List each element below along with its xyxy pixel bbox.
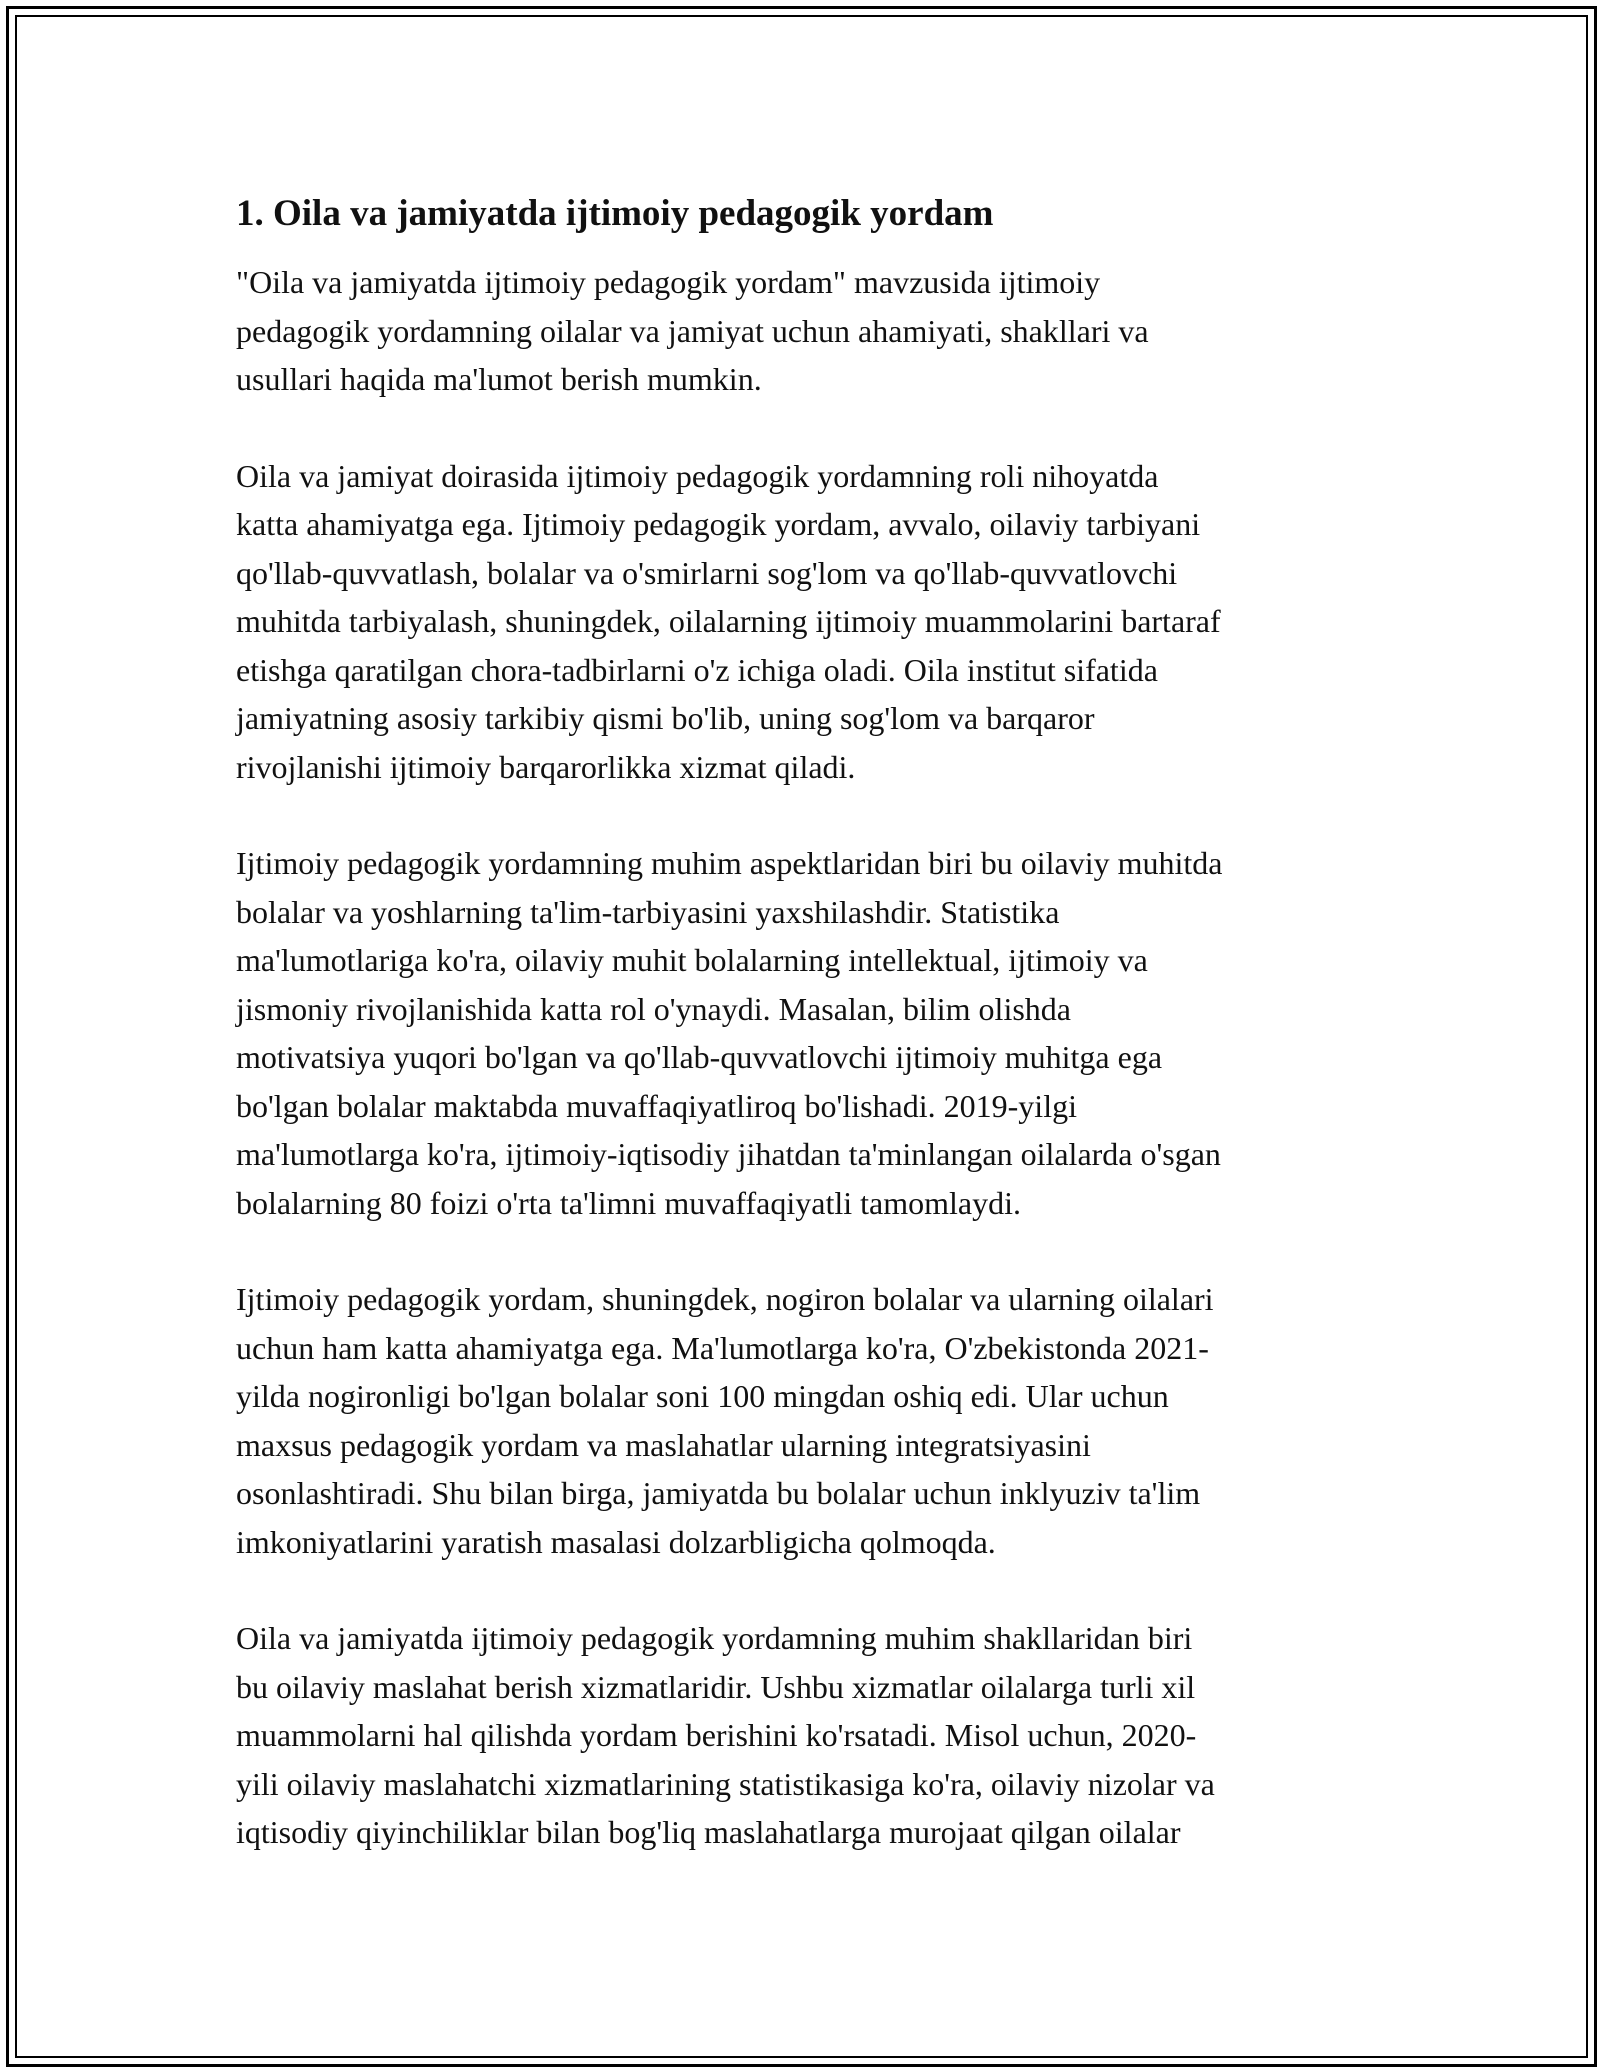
text-line: iqtisodiy qiyinchiliklar bilan bog'liq maslahatlarga murojaat qilgan oilalar — [236, 1814, 1181, 1850]
text-line: uchun ham katta ahamiyatga ega. Ma'lumotlarga ko'ra, O'zbekistonda 2021- — [236, 1329, 1209, 1366]
text-line: Oila va jamiyat doirasida ijtimoiy pedagogik yordamning roli nihoyatda — [236, 457, 1159, 494]
paragraph-5 — [236, 1614, 1386, 1857]
paragraph-1 — [236, 258, 1386, 404]
text-line: usullari haqida ma'lumot berish mumkin. — [236, 361, 762, 397]
text-line: etishga qaratilgan chora-tadbirlarni o'z ichiga oladi. Oila institut sifatida — [236, 651, 1158, 688]
text-line: Ijtimoiy pedagogik yordam, shuningdek, nogiron bolalar va ularning oilalari — [236, 1281, 1214, 1317]
text-line: muhitda tarbiyalash, shuningdek, oilalarning ijtimoiy muammolarini bartaraf — [236, 603, 1221, 639]
text-line: katta ahamiyatga ega. Ijtimoiy pedagogik yordam, avvalo, oilaviy tarbiyani — [236, 506, 1201, 542]
text-line: motivatsiya yuqori bo'lgan va qo'llab-quvvatlovchi ijtimoiy muhitga ega — [236, 1039, 1163, 1075]
text-line: bo'lgan bolalar maktabda muvaffaqiyatliroq bo'lishadi. 2019-yilgi — [236, 1087, 1077, 1124]
text-line: bu oilaviy maslahat berish xizmatlaridir. Ushbu xizmatlar oilalarga turli xil — [236, 1668, 1196, 1705]
paragraph-3 — [236, 839, 1386, 1227]
text-line: qo'llab-quvvatlash, bolalar va o'smirlarni sog'lom va qo'llab-quvvatlovchi — [236, 554, 1178, 591]
text-line: osonlashtiradi. Shu bilan birga, jamiyatda bu bolalar uchun inklyuziv ta'lim — [236, 1475, 1201, 1511]
text-line: yilda nogironligi bo'lgan bolalar soni 100 mingdan oshiq edi. Ular uchun — [236, 1378, 1169, 1414]
text-line: muammolarni hal qilishda yordam berishini ko'rsatadi. Misol uchun, 2020- — [236, 1717, 1197, 1753]
section-heading: 1. Oila va jamiyatda ijtimoiy pedagogik yordam — [236, 193, 994, 234]
text-line: pedagogik yordamning oilalar va jamiyat uchun ahamiyati, shakllari va — [236, 312, 1149, 349]
text-line: "Oila va jamiyatda ijtimoiy pedagogik yordam" mavzusida ijtimoiy — [236, 264, 1101, 300]
document-body — [236, 190, 1386, 1905]
paragraph-4 — [236, 1275, 1386, 1566]
text-line: jamiyatning asosiy tarkibiy qismi bo'lib, uning sog'lom va barqaror — [236, 700, 1095, 736]
text-line: Ijtimoiy pedagogik yordamning muhim aspektlaridan biri bu oilaviy muhitda — [236, 845, 1223, 881]
paragraph-2 — [236, 452, 1386, 792]
text-line: yili oilaviy maslahatchi xizmatlarining statistikasiga ko'ra, oilaviy nizolar va — [236, 1765, 1215, 1802]
text-line: ma'lumotlariga ko'ra, oilaviy muhit bolalarning intellektual, ijtimoiy va — [236, 942, 1148, 978]
text-line: imkoniyatlarini yaratish masalasi dolzarbligicha qolmoqda. — [236, 1523, 996, 1560]
text-line: maxsus pedagogik yordam va maslahatlar ularning integratsiyasini — [236, 1426, 1091, 1463]
text-line: jismoniy rivojlanishida katta rol o'ynaydi. Masalan, bilim olishda — [236, 990, 1071, 1027]
text-line: Oila va jamiyatda ijtimoiy pedagogik yordamning muhim shakllaridan biri — [236, 1620, 1193, 1656]
text-line: rivojlanishi ijtimoiy barqarorlikka xizmat qiladi. — [236, 748, 856, 785]
text-line: ma'lumotlarga ko'ra, ijtimoiy-iqtisodiy jihatdan ta'minlangan oilalarda o'sgan — [236, 1136, 1221, 1172]
text-line: bolalarning 80 foizi o'rta ta'limni muvaffaqiyatli tamomlaydi. — [236, 1184, 1021, 1221]
text-line: bolalar va yoshlarning ta'lim-tarbiyasini yaxshilashdir. Statistika — [236, 893, 1060, 930]
